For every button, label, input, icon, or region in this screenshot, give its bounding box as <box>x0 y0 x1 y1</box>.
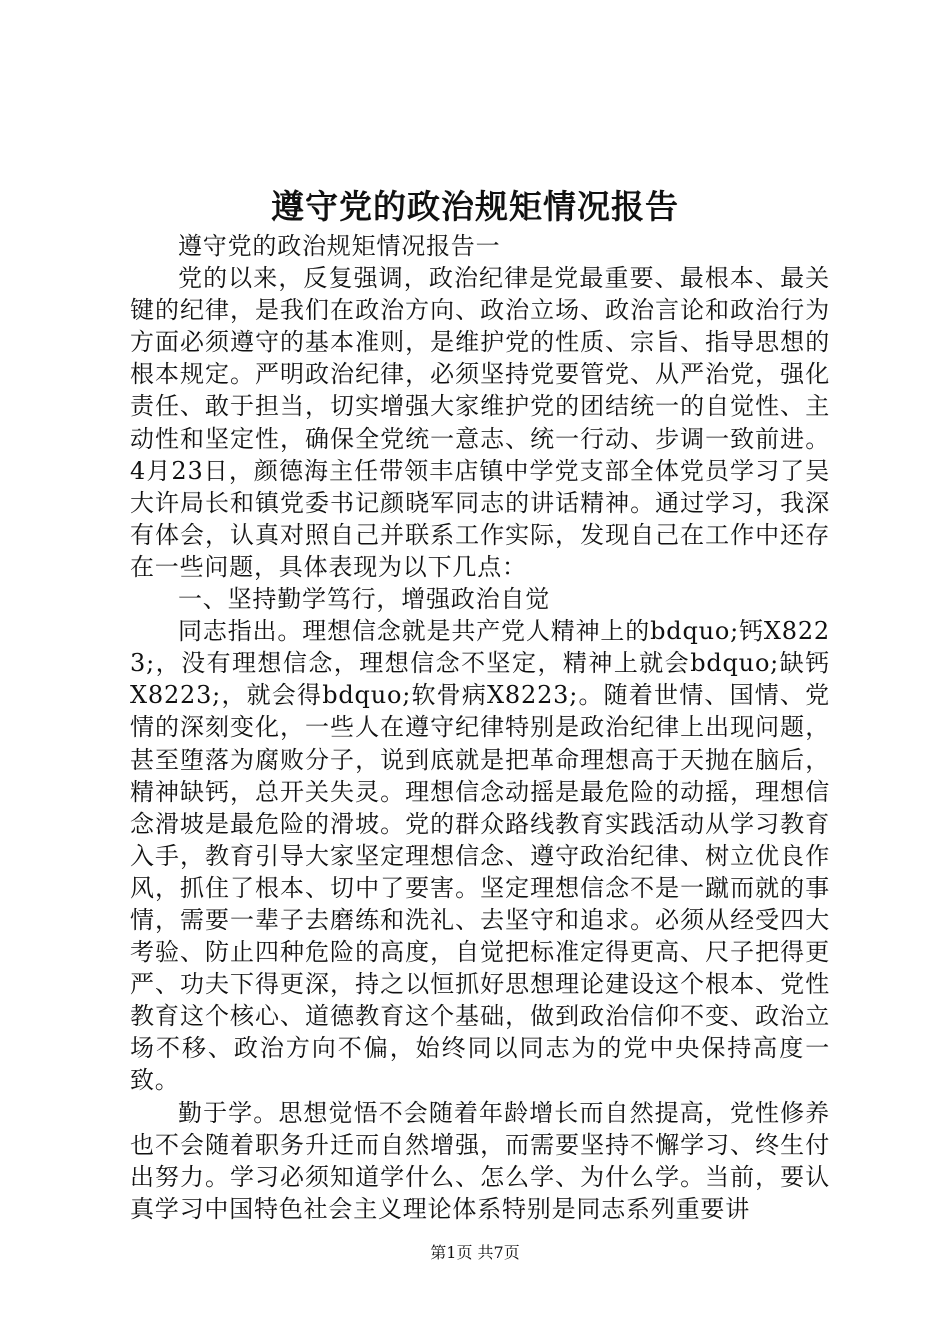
paragraph-subtitle: 遵守党的政治规矩情况报告一 <box>178 232 501 260</box>
paragraph-study: 勤于学。思想觉悟不会随着年龄增长而自然提高，党性修养也不会随着职务升迁而自然增强，而需要坚持不懈学习、终生付出努力。学习必须知道学什么、怎么学、为什么学。当前，要认真学习中国特色社会主义理论体系特别是同志系列重要讲 <box>130 1098 830 1223</box>
paragraph-ideals: 同志指出。理想信念就是共产党人精神上的bdquo;钙X8223;，没有理想信念，理想信念不坚定，精神上就会bdquo;缺钙X8223;，就会得bdquo;软骨病X8223;。随着世情、国情、党情的深刻变化，一些人在遵守纪律特别是政治纪律上出现问题，甚至堕落为腐败分子，说到底就是把革命理想高于天抛在脑后，精神缺钙，总开关失灵。理想信念动摇是最危险的动摇，理想信念滑坡是最危险的滑坡。党的群众路线教育实践活动从学习教育入手，教育引导大家坚定理想信念、遵守政治纪律、树立优良作风，抓住了根本、切中了要害。坚定理想信念不是一蹴而就的事情，需要一辈子去磨练和洗礼、去坚守和追求。必须从经受四大考验、防止四种危险的高度，自觉把标准定得更高、尺子把得更严、功夫下得更深，持之以恒抓好思想理论建设这个根本、党性教育这个核心、道德教育这个基础，做到政治信仰不变、政治立场不移、政治方向不偏，始终同以同志为的党中央保持高度一致。 <box>130 617 830 1095</box>
section-heading: 一、坚持勤学笃行，增强政治自觉 <box>178 585 550 614</box>
document-body <box>130 230 830 1225</box>
document-title: 遵守党的政治规矩情况报告 <box>271 187 679 226</box>
paragraph-intro: 党的以来，反复强调，政治纪律是党最重要、最根本、最关键的纪律，是我们在政治方向、政治立场、政治言论和政治行为方面必须遵守的基本准则，是维护党的性质、宗旨、指导思想的根本规定。严明政治纪律，必须坚持党要管党、从严治党，强化责任、敢于担当，切实增强大家维护党的团结统一的自觉性、主动性和坚定性，确保全党统一意志、统一行动、步调一致前进。4月23日，颜德海主任带领丰店镇中学党支部全体党员学习了吴大许局长和镇党委书记颜晓军同志的讲话精神。通过学习，我深有体会，认真对照自己并联系工作实际，发现自己在工作中还存在一些问题，具体表现为以下几点： <box>130 264 830 581</box>
page-footer: 第1页 共7页 <box>430 1243 520 1262</box>
